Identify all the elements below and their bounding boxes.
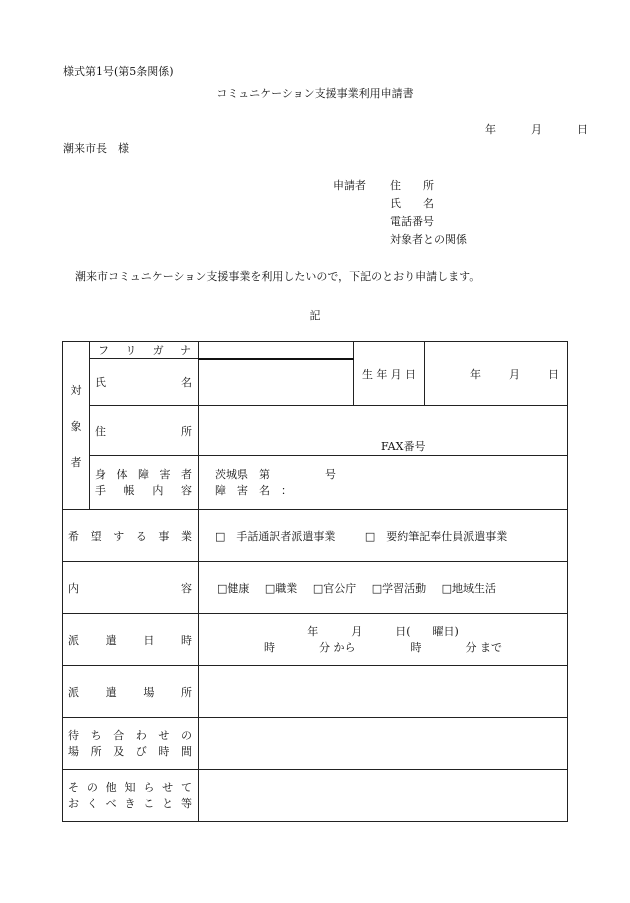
label-char: 場 [143, 685, 155, 699]
address-label-cell [90, 406, 199, 456]
other-notes-label [63, 780, 198, 812]
label-char: 障 [138, 467, 149, 481]
label-char: 月 [390, 367, 402, 381]
dispatch-place-label [63, 684, 198, 700]
label-char: 所 [180, 685, 192, 699]
option-sign-language[interactable]: □ 手話通訳者派遣事業 [215, 529, 336, 543]
dispatch-time-line: 時 分 から 時 分 まで [264, 640, 502, 654]
label-char: 時 [180, 633, 192, 647]
label-char: 内 [152, 483, 164, 497]
label-char: 者 [181, 467, 192, 481]
label-char: 内 [68, 581, 79, 595]
label-char: 象 [70, 419, 82, 433]
address-label [90, 423, 198, 439]
label-char: て [180, 780, 192, 794]
dispatch-place-label-cell [63, 666, 199, 718]
application-form-table [62, 341, 568, 822]
application-date [485, 123, 588, 137]
label-char: わ [135, 728, 147, 742]
label-char: せ [162, 780, 174, 794]
label-char: 害 [159, 467, 171, 481]
label-char: お [68, 796, 79, 810]
handbook-label-line1 [95, 467, 192, 483]
fax-label: FAX番号 [381, 440, 426, 453]
meeting-label-line1 [68, 728, 192, 744]
label-char: 身 [95, 467, 106, 481]
furigana-label-cell [90, 342, 199, 359]
applicant-relation-label: 対象者との関係 [390, 233, 467, 246]
dob-month: 月 [509, 367, 520, 381]
label-char: 年 [376, 367, 388, 381]
content-label-cell [63, 562, 199, 614]
content-label [63, 580, 198, 596]
label-char: 遣 [105, 685, 117, 699]
label-char: 氏 [95, 376, 106, 389]
label-char: ガ [152, 344, 164, 357]
handbook-field[interactable] [199, 456, 568, 510]
label-char: く [86, 796, 98, 810]
label-char: 所 [181, 424, 192, 438]
label-char: 時 [158, 744, 170, 758]
dob-field[interactable] [425, 342, 568, 406]
label-char: 派 [68, 685, 79, 699]
intro-sentence: 潮来市コミュニケーション支援事業を利用したいので，下記のとおり申請します。 [75, 270, 481, 283]
label-char: 体 [116, 467, 128, 481]
label-char: 場 [68, 744, 79, 758]
applicant-address-label: 住 所 [390, 179, 434, 192]
label-char: 遣 [105, 633, 117, 647]
label-char: べ [105, 796, 117, 810]
option-community[interactable]: □地域生活 [441, 581, 497, 595]
furigana-label [90, 342, 198, 358]
label-char: フ [98, 344, 109, 357]
other-notes-field[interactable] [199, 770, 568, 822]
label-char: き [124, 796, 136, 810]
meeting-field[interactable] [199, 718, 568, 770]
date-year: 年 [485, 123, 496, 136]
label-char: こ [143, 796, 155, 810]
meeting-label-line2 [68, 744, 192, 760]
label-char: 業 [180, 529, 192, 543]
label-char: 間 [180, 744, 192, 758]
desired-service-options [199, 510, 568, 562]
handbook-label-cell [90, 456, 199, 510]
label-char: 帳 [123, 483, 135, 497]
label-char: 名 [181, 376, 192, 389]
label-char: 容 [180, 483, 192, 497]
desired-service-label-cell [63, 510, 199, 562]
address-field[interactable] [199, 406, 568, 456]
furigana-field[interactable] [199, 342, 354, 359]
ki-heading: 記 [309, 309, 321, 322]
option-work[interactable]: □職業 [264, 581, 298, 595]
label-char: そ [68, 780, 79, 794]
label-char: 待 [68, 728, 79, 742]
label-char: リ [125, 344, 137, 357]
dob-label-cell [354, 342, 425, 406]
label-char: の [86, 780, 98, 794]
dispatch-place-field[interactable] [199, 666, 568, 718]
label-char: 派 [68, 633, 79, 647]
label-char: ナ [179, 344, 191, 357]
label-char: す [113, 529, 125, 543]
dispatch-date-line: 年 月 日( 曜日) [307, 624, 459, 638]
dob-label [354, 366, 424, 382]
dispatch-datetime-label-cell [63, 614, 199, 666]
label-char: 手 [95, 483, 106, 497]
handbook-number: 茨城県 第 号 [215, 467, 336, 481]
other-notes-label-line1 [68, 780, 192, 796]
applicant-phone-label: 電話番号 [390, 215, 434, 228]
applicant-name-label: 氏 名 [390, 197, 434, 210]
option-health[interactable]: □健康 [217, 581, 250, 595]
label-char: 他 [105, 780, 117, 794]
option-study[interactable]: □学習活動 [371, 581, 427, 595]
applicant-label: 申請者 [333, 179, 366, 192]
dob-year: 年 [470, 367, 481, 381]
desired-service-label [63, 528, 198, 544]
label-char: る [135, 529, 147, 543]
label-char: せ [158, 728, 170, 742]
document-title: コミュニケーション支援事業利用申請書 [216, 87, 414, 100]
option-summary-writing[interactable]: □ 要約筆記奉仕員派遣事業 [364, 529, 508, 543]
meeting-label-cell [63, 718, 199, 770]
label-char: 等 [180, 796, 192, 810]
label-char: 対 [70, 383, 82, 397]
label-char: 望 [90, 529, 102, 543]
label-char: 知 [124, 780, 136, 794]
label-char: 生 [362, 367, 373, 381]
label-char: の [180, 728, 192, 742]
label-char: 者 [70, 455, 82, 469]
form-number: 様式第1号(第5条関係) [63, 65, 174, 78]
label-char: 及 [113, 744, 125, 758]
label-char: 希 [68, 529, 79, 543]
disability-name: 障 害 名 ： [215, 483, 292, 497]
date-month: 月 [531, 123, 542, 136]
other-notes-label-cell [63, 770, 199, 822]
date-day: 日 [577, 123, 588, 136]
label-char: 所 [90, 744, 102, 758]
meeting-label [63, 728, 198, 760]
subject-header [63, 382, 89, 470]
label-char: 日 [143, 633, 155, 647]
other-notes-label-line2 [68, 796, 192, 812]
dob-value [425, 366, 567, 382]
addressee: 潮来市長 様 [63, 142, 129, 155]
handbook-label-line2 [95, 483, 192, 499]
label-char: 容 [181, 581, 192, 595]
label-char: と [162, 796, 174, 810]
dispatch-datetime-label [63, 632, 198, 648]
dispatch-datetime-field[interactable] [199, 614, 568, 666]
label-char: 合 [113, 728, 125, 742]
label-char: 日 [404, 367, 416, 381]
handbook-label [90, 467, 198, 499]
name-field[interactable] [199, 359, 354, 406]
label-char: ち [90, 728, 102, 742]
label-char: 住 [95, 424, 106, 438]
dob-day: 日 [548, 367, 559, 381]
name-label-cell [90, 359, 199, 406]
subject-header-cell [63, 342, 90, 510]
label-char: ら [143, 780, 155, 794]
label-char: 事 [158, 529, 170, 543]
label-char: び [135, 744, 147, 758]
content-options [199, 562, 568, 614]
option-government[interactable]: □官公庁 [312, 581, 357, 595]
name-label [90, 374, 198, 390]
